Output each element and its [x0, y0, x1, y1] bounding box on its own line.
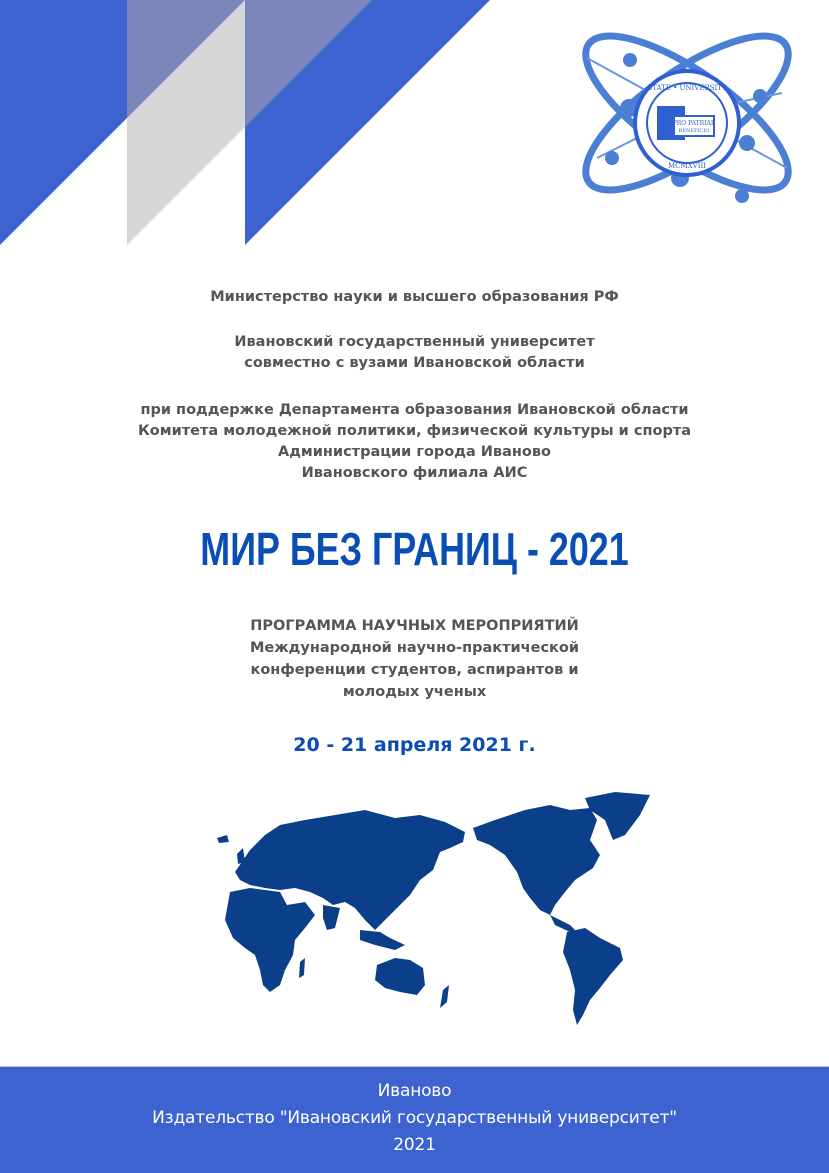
svg-text:STATE • UNIVERSITY: STATE • UNIVERSITY	[647, 84, 727, 92]
program-line-4: молодых ученых	[342, 684, 487, 700]
university-block	[0, 332, 829, 374]
ministry-line	[0, 288, 829, 307]
footer-city: Иваново	[377, 1081, 452, 1101]
svg-text:MCMXVIII: MCMXVIII	[667, 162, 707, 170]
support-block	[0, 400, 829, 484]
program-line-2: Международной научно-практической	[249, 640, 580, 656]
world-map-icon	[205, 780, 655, 1030]
university-line-2: совместно с вузами Ивановской области	[244, 355, 585, 371]
university-line-1: Ивановский государственный университет	[234, 334, 595, 350]
blue-left-shape	[0, 0, 127, 245]
svg-text:BENEFICIO: BENEFICIO	[678, 128, 710, 134]
support-line-1: при поддержке Департамента образования Ивановской области	[140, 402, 689, 418]
svg-text:PRO PATRIAE: PRO PATRIAE	[672, 120, 716, 127]
publisher-footer	[0, 1066, 829, 1173]
conference-dates: 20 - 21 апреля 2021 г.	[293, 734, 536, 756]
program-line-1: ПРОГРАММА НАУЧНЫХ МЕРОПРИЯТИЙ	[250, 618, 579, 634]
support-line-2: Комитета молодежной политики, физической культуры и спорта	[137, 423, 692, 439]
university-logo-icon	[552, 8, 822, 218]
conference-title: МИР БЕЗ ГРАНИЦ - 2021	[200, 523, 629, 575]
support-line-3: Администрации города Иваново	[277, 444, 552, 460]
decorative-shapes	[0, 0, 500, 250]
program-line-3: конференции студентов, аспирантов и	[250, 662, 579, 678]
footer-publisher: Издательство "Ивановский государственный университет"	[152, 1108, 677, 1128]
footer-year: 2021	[393, 1135, 436, 1155]
program-block	[0, 615, 829, 703]
support-line-4: Ивановского филиала АИС	[301, 465, 528, 481]
ministry-text: Министерство науки и высшего образования РФ	[210, 289, 619, 305]
